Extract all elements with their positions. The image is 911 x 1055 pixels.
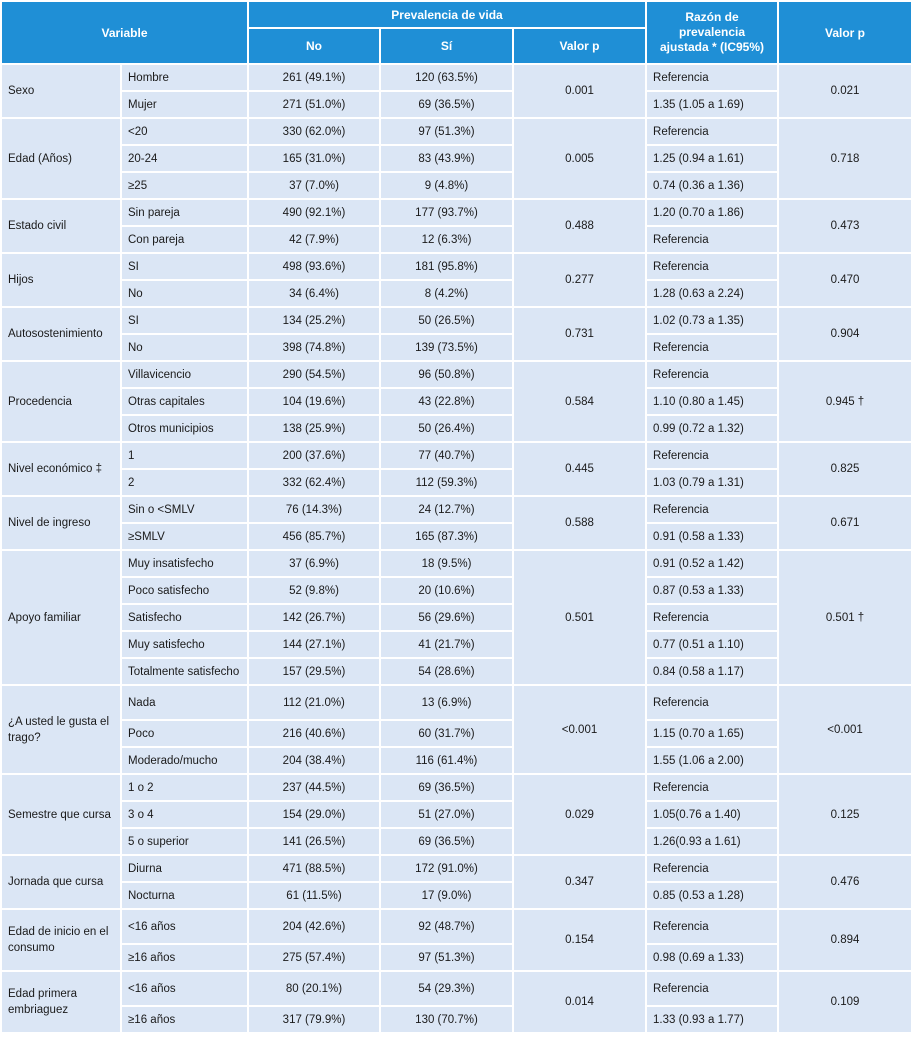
category-cell: Hombre (121, 64, 248, 91)
header-no: No (248, 28, 380, 64)
no-cell: 37 (6.9%) (248, 550, 380, 577)
razon-cell: 1.20 (0.70 a 1.86) (646, 199, 778, 226)
valor-p-ajustado-cell: 0.894 (778, 909, 911, 971)
valor-p-cell: 0.501 (513, 550, 646, 685)
category-cell: 2 (121, 469, 248, 496)
no-cell: 200 (37.6%) (248, 442, 380, 469)
header-variable: Variable (1, 1, 248, 64)
si-cell: 69 (36.5%) (380, 91, 513, 118)
razon-cell: 1.55 (1.06 a 2.00) (646, 747, 778, 774)
si-cell: 56 (29.6%) (380, 604, 513, 631)
no-cell: 490 (92.1%) (248, 199, 380, 226)
variable-name: Sexo (1, 64, 121, 118)
si-cell: 77 (40.7%) (380, 442, 513, 469)
no-cell: 144 (27.1%) (248, 631, 380, 658)
razon-cell: Referencia (646, 685, 778, 720)
category-cell: Sin pareja (121, 199, 248, 226)
no-cell: 471 (88.5%) (248, 855, 380, 882)
table-row (1, 747, 911, 774)
no-cell: 61 (11.5%) (248, 882, 380, 909)
valor-p-ajustado-cell: 0.904 (778, 307, 911, 361)
si-cell: 120 (63.5%) (380, 64, 513, 91)
category-cell: Mujer (121, 91, 248, 118)
variable-name: Hijos (1, 253, 121, 307)
table-row (1, 774, 911, 801)
si-cell: 41 (21.7%) (380, 631, 513, 658)
category-cell: Otros municipios (121, 415, 248, 442)
si-cell: 50 (26.4%) (380, 415, 513, 442)
header-valor-p-ajustado: Valor p (778, 1, 911, 64)
si-cell: 116 (61.4%) (380, 747, 513, 774)
razon-cell: 0.98 (0.69 a 1.33) (646, 944, 778, 971)
no-cell: 290 (54.5%) (248, 361, 380, 388)
no-cell: 154 (29.0%) (248, 801, 380, 828)
variable-name: Edad de inicio en el consumo (1, 909, 121, 971)
variable-name: Jornada que cursa (1, 855, 121, 909)
valor-p-ajustado-cell: 0.718 (778, 118, 911, 199)
si-cell: 177 (93.7%) (380, 199, 513, 226)
valor-p-ajustado-cell: 0.476 (778, 855, 911, 909)
si-cell: 13 (6.9%) (380, 685, 513, 720)
table-row (1, 720, 911, 747)
table-row (1, 226, 911, 253)
no-cell: 34 (6.4%) (248, 280, 380, 307)
no-cell: 104 (19.6%) (248, 388, 380, 415)
no-cell: 52 (9.8%) (248, 577, 380, 604)
valor-p-cell: 0.445 (513, 442, 646, 496)
si-cell: 24 (12.7%) (380, 496, 513, 523)
razon-cell: Referencia (646, 226, 778, 253)
no-cell: 134 (25.2%) (248, 307, 380, 334)
no-cell: 80 (20.1%) (248, 971, 380, 1006)
table-row (1, 971, 911, 1006)
category-cell: No (121, 334, 248, 361)
category-cell: Diurna (121, 855, 248, 882)
category-cell: Poco (121, 720, 248, 747)
category-cell: ≥16 años (121, 1006, 248, 1033)
razon-cell: Referencia (646, 118, 778, 145)
si-cell: 54 (28.6%) (380, 658, 513, 685)
valor-p-ajustado-cell: 0.125 (778, 774, 911, 855)
category-cell: ≥16 años (121, 944, 248, 971)
razon-cell: 1.35 (1.05 a 1.69) (646, 91, 778, 118)
table-row (1, 658, 911, 685)
valor-p-ajustado-cell: 0.109 (778, 971, 911, 1033)
table-row (1, 855, 911, 882)
valor-p-cell: 0.731 (513, 307, 646, 361)
category-cell: ≥25 (121, 172, 248, 199)
razon-cell: Referencia (646, 64, 778, 91)
variable-name: ¿A usted le gusta el trago? (1, 685, 121, 774)
razon-cell: 0.99 (0.72 a 1.32) (646, 415, 778, 442)
si-cell: 83 (43.9%) (380, 145, 513, 172)
table-row (1, 91, 911, 118)
razon-cell: 0.74 (0.36 a 1.36) (646, 172, 778, 199)
valor-p-ajustado-cell: 0.671 (778, 496, 911, 550)
header-si: Sí (380, 28, 513, 64)
no-cell: 165 (31.0%) (248, 145, 380, 172)
razon-cell: 1.33 (0.93 a 1.77) (646, 1006, 778, 1033)
table-row (1, 334, 911, 361)
table-row (1, 577, 911, 604)
valor-p-cell: 0.014 (513, 971, 646, 1033)
razon-cell: 0.87 (0.53 a 1.33) (646, 577, 778, 604)
valor-p-cell: 0.154 (513, 909, 646, 971)
razon-cell: 0.91 (0.52 a 1.42) (646, 550, 778, 577)
table-row (1, 361, 911, 388)
variable-name: Edad primera embriaguez (1, 971, 121, 1033)
table-row (1, 118, 911, 145)
razon-cell: Referencia (646, 442, 778, 469)
header-valor-p: Valor p (513, 28, 646, 64)
no-cell: 271 (51.0%) (248, 91, 380, 118)
variable-name: Autosostenimiento (1, 307, 121, 361)
si-cell: 69 (36.5%) (380, 774, 513, 801)
table-row (1, 882, 911, 909)
category-cell: Con pareja (121, 226, 248, 253)
category-cell: Moderado/mucho (121, 747, 248, 774)
razon-cell: 1.02 (0.73 a 1.35) (646, 307, 778, 334)
category-cell: SI (121, 307, 248, 334)
category-cell: Sin o <SMLV (121, 496, 248, 523)
table-row (1, 172, 911, 199)
category-cell: Poco satisfecho (121, 577, 248, 604)
category-cell: <16 años (121, 909, 248, 944)
si-cell: 97 (51.3%) (380, 118, 513, 145)
no-cell: 37 (7.0%) (248, 172, 380, 199)
category-cell: SI (121, 253, 248, 280)
si-cell: 69 (36.5%) (380, 828, 513, 855)
si-cell: 18 (9.5%) (380, 550, 513, 577)
table-row (1, 944, 911, 971)
no-cell: 237 (44.5%) (248, 774, 380, 801)
category-cell: Nocturna (121, 882, 248, 909)
razon-cell: 0.85 (0.53 a 1.28) (646, 882, 778, 909)
table-header (1, 1, 911, 64)
si-cell: 92 (48.7%) (380, 909, 513, 944)
table-row (1, 280, 911, 307)
category-cell: Muy insatisfecho (121, 550, 248, 577)
header-prevalencia: Prevalencia de vida (248, 1, 646, 28)
table-row (1, 199, 911, 226)
razon-cell: Referencia (646, 253, 778, 280)
valor-p-cell: 0.001 (513, 64, 646, 118)
si-cell: 165 (87.3%) (380, 523, 513, 550)
table-row (1, 64, 911, 91)
no-cell: 157 (29.5%) (248, 658, 380, 685)
razon-cell: 1.25 (0.94 a 1.61) (646, 145, 778, 172)
valor-p-cell: 0.347 (513, 855, 646, 909)
no-cell: 76 (14.3%) (248, 496, 380, 523)
variable-name: Nivel económico ‡ (1, 442, 121, 496)
variable-name: Semestre que cursa (1, 774, 121, 855)
table-row (1, 388, 911, 415)
si-cell: 97 (51.3%) (380, 944, 513, 971)
table-row (1, 604, 911, 631)
razon-cell: 0.84 (0.58 a 1.17) (646, 658, 778, 685)
category-cell: 1 o 2 (121, 774, 248, 801)
si-cell: 139 (73.5%) (380, 334, 513, 361)
table-row (1, 145, 911, 172)
razon-cell: Referencia (646, 604, 778, 631)
category-cell: ≥SMLV (121, 523, 248, 550)
valor-p-cell: 0.584 (513, 361, 646, 442)
si-cell: 17 (9.0%) (380, 882, 513, 909)
si-cell: 50 (26.5%) (380, 307, 513, 334)
no-cell: 42 (7.9%) (248, 226, 380, 253)
si-cell: 172 (91.0%) (380, 855, 513, 882)
category-cell: Nada (121, 685, 248, 720)
razon-cell: Referencia (646, 334, 778, 361)
razon-cell: Referencia (646, 496, 778, 523)
category-cell: Villavicencio (121, 361, 248, 388)
no-cell: 330 (62.0%) (248, 118, 380, 145)
category-cell: Muy satisfecho (121, 631, 248, 658)
si-cell: 130 (70.7%) (380, 1006, 513, 1033)
no-cell: 498 (93.6%) (248, 253, 380, 280)
table-row (1, 1006, 911, 1033)
valor-p-cell: 0.005 (513, 118, 646, 199)
no-cell: 142 (26.7%) (248, 604, 380, 631)
razon-cell: 1.28 (0.63 a 2.24) (646, 280, 778, 307)
category-cell: 3 o 4 (121, 801, 248, 828)
table-row (1, 909, 911, 944)
no-cell: 138 (25.9%) (248, 415, 380, 442)
valor-p-cell: <0.001 (513, 685, 646, 774)
razon-cell: 1.15 (0.70 a 1.65) (646, 720, 778, 747)
si-cell: 181 (95.8%) (380, 253, 513, 280)
valor-p-cell: 0.488 (513, 199, 646, 253)
razon-cell: Referencia (646, 855, 778, 882)
razon-cell: Referencia (646, 774, 778, 801)
category-cell: Otras capitales (121, 388, 248, 415)
category-cell: 20-24 (121, 145, 248, 172)
no-cell: 398 (74.8%) (248, 334, 380, 361)
header-razon: Razón de prevalencia ajustada * (IC95%) (646, 1, 778, 64)
category-cell: <16 años (121, 971, 248, 1006)
razon-cell: Referencia (646, 361, 778, 388)
no-cell: 204 (42.6%) (248, 909, 380, 944)
razon-cell: 1.10 (0.80 a 1.45) (646, 388, 778, 415)
table-row (1, 253, 911, 280)
category-cell: 5 o superior (121, 828, 248, 855)
no-cell: 141 (26.5%) (248, 828, 380, 855)
category-cell: Totalmente satisfecho (121, 658, 248, 685)
category-cell: Satisfecho (121, 604, 248, 631)
table-row (1, 685, 911, 720)
razon-cell: 0.91 (0.58 a 1.33) (646, 523, 778, 550)
valor-p-ajustado-cell: 0.473 (778, 199, 911, 253)
no-cell: 216 (40.6%) (248, 720, 380, 747)
razon-cell: Referencia (646, 971, 778, 1006)
table-row (1, 442, 911, 469)
si-cell: 112 (59.3%) (380, 469, 513, 496)
valor-p-cell: 0.277 (513, 253, 646, 307)
valor-p-ajustado-cell: 0.945 † (778, 361, 911, 442)
valor-p-ajustado-cell: 0.825 (778, 442, 911, 496)
category-cell: No (121, 280, 248, 307)
si-cell: 43 (22.8%) (380, 388, 513, 415)
razon-cell: 1.26(0.93 a 1.61) (646, 828, 778, 855)
valor-p-cell: 0.029 (513, 774, 646, 855)
si-cell: 8 (4.2%) (380, 280, 513, 307)
variable-name: Edad (Años) (1, 118, 121, 199)
variable-name: Nivel de ingreso (1, 496, 121, 550)
table-row (1, 523, 911, 550)
table-row (1, 307, 911, 334)
no-cell: 456 (85.7%) (248, 523, 380, 550)
table-row (1, 496, 911, 523)
no-cell: 317 (79.9%) (248, 1006, 380, 1033)
razon-cell: 0.77 (0.51 a 1.10) (646, 631, 778, 658)
variable-name: Procedencia (1, 361, 121, 442)
table-row (1, 550, 911, 577)
no-cell: 332 (62.4%) (248, 469, 380, 496)
table-row (1, 469, 911, 496)
valor-p-ajustado-cell: 0.470 (778, 253, 911, 307)
no-cell: 112 (21.0%) (248, 685, 380, 720)
no-cell: 261 (49.1%) (248, 64, 380, 91)
si-cell: 96 (50.8%) (380, 361, 513, 388)
valor-p-ajustado-cell: 0.501 † (778, 550, 911, 685)
no-cell: 204 (38.4%) (248, 747, 380, 774)
variable-name: Estado civil (1, 199, 121, 253)
si-cell: 12 (6.3%) (380, 226, 513, 253)
category-cell: 1 (121, 442, 248, 469)
si-cell: 20 (10.6%) (380, 577, 513, 604)
razon-cell: 1.03 (0.79 a 1.31) (646, 469, 778, 496)
valor-p-ajustado-cell: <0.001 (778, 685, 911, 774)
si-cell: 60 (31.7%) (380, 720, 513, 747)
category-cell: <20 (121, 118, 248, 145)
razon-cell: Referencia (646, 909, 778, 944)
razon-cell: 1.05(0.76 a 1.40) (646, 801, 778, 828)
table-row (1, 631, 911, 658)
table-row (1, 828, 911, 855)
variable-name: Apoyo familiar (1, 550, 121, 685)
no-cell: 275 (57.4%) (248, 944, 380, 971)
valor-p-cell: 0.588 (513, 496, 646, 550)
table-row (1, 801, 911, 828)
table-row (1, 415, 911, 442)
si-cell: 54 (29.3%) (380, 971, 513, 1006)
valor-p-ajustado-cell: 0.021 (778, 64, 911, 118)
table-body (1, 64, 911, 1033)
si-cell: 9 (4.8%) (380, 172, 513, 199)
si-cell: 51 (27.0%) (380, 801, 513, 828)
